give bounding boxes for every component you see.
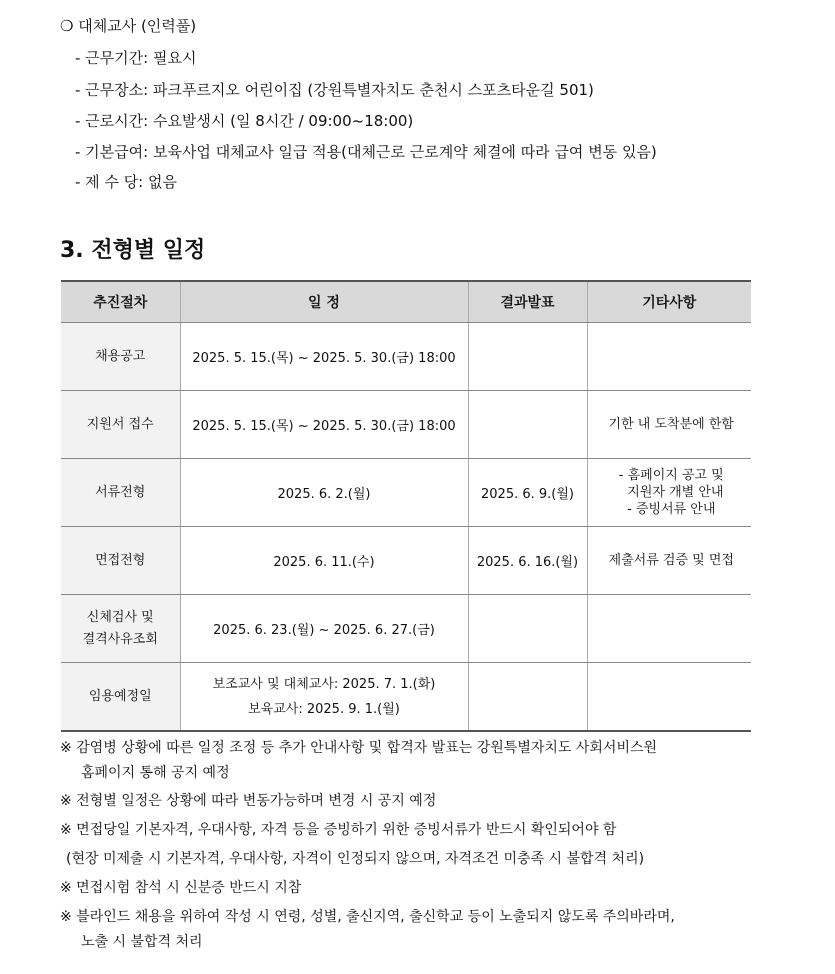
- note-documents-penalty: (현장 미제출 시 기본자격, 우대사항, 자격이 인정되지 않으며, 자격조건 미충족 시 불합격 처리): [66, 851, 645, 867]
- schedule-cell: 2025. 6. 2.(월): [180, 459, 468, 527]
- schedule-cell: 2025. 6. 11.(수): [180, 527, 468, 595]
- schedule-table: [61, 280, 751, 732]
- header-note: 기타사항: [587, 281, 751, 323]
- work-period-item: - 근무기간: 필요시: [75, 49, 197, 67]
- table-row: [61, 391, 751, 459]
- sub-section-heading: ❍ 대체교사 (인력풀): [60, 17, 197, 35]
- note-cell: 기한 내 도착분에 한함: [587, 391, 751, 459]
- stage-cell: 신체검사 및 결격사유조회: [61, 595, 180, 663]
- allowance-item: - 제 수 당: 없음: [75, 173, 177, 191]
- work-location-item: - 근무장소: 파크푸르지오 어린이집 (강원특별자치도 춘천시 스포츠타운길 501): [75, 81, 594, 99]
- note-cell: [587, 663, 751, 732]
- stage-cell: 채용공고: [61, 323, 180, 391]
- note-schedule-change: ※ 전형별 일정은 상황에 따라 변동가능하며 변경 시 공지 예정: [60, 793, 437, 809]
- header-stage: 추진절차: [61, 281, 180, 323]
- stage-cell: 면접전형: [61, 527, 180, 595]
- note-interview-documents: ※ 면접당일 기본자격, 우대사항, 자격 등을 증빙하기 위한 증빙서류가 반드시 확인되어야 함: [60, 822, 617, 838]
- note-announcement: ※ 감염병 상황에 따른 일정 조정 등 추가 안내사항 및 합격자 발표는 강원특별자치도 사회서비스원: [60, 740, 658, 756]
- stage-cell: 임용예정일: [61, 663, 180, 732]
- header-schedule: 일 정: [180, 281, 468, 323]
- section-title: 3. 전형별 일정: [60, 238, 206, 263]
- note-blind-recruitment-cont: 노출 시 불합격 처리: [81, 934, 203, 950]
- table-row: [61, 527, 751, 595]
- result-cell: 2025. 6. 16.(월): [468, 527, 587, 595]
- table-row: [61, 663, 751, 732]
- note-cell: [587, 323, 751, 391]
- stage-cell: 서류전형: [61, 459, 180, 527]
- result-cell: 2025. 6. 9.(월): [468, 459, 587, 527]
- note-cell: [587, 595, 751, 663]
- result-cell: [468, 323, 587, 391]
- note-cell: 제출서류 검증 및 면접: [587, 527, 751, 595]
- table-header-row: [61, 281, 751, 323]
- schedule-cell: 2025. 5. 15.(목) ~ 2025. 5. 30.(금) 18:00: [180, 391, 468, 459]
- note-cell: - 홈페이지 공고 및 지원자 개별 안내 - 증빙서류 안내: [587, 459, 751, 527]
- table-row: [61, 323, 751, 391]
- result-cell: [468, 595, 587, 663]
- work-hours-item: - 근로시간: 수요발생시 (일 8시간 / 09:00~18:00): [75, 112, 414, 130]
- stage-cell: 지원서 접수: [61, 391, 180, 459]
- result-cell: [468, 663, 587, 732]
- note-blind-recruitment: ※ 블라인드 채용을 위하여 작성 시 연령, 성별, 출신지역, 출신학교 등이 노출되지 않도록 주의바라며,: [60, 909, 675, 925]
- base-pay-item: - 기본급여: 보육사업 대체교사 일급 적용(대체근로 근로계약 체결에 따라 급여 변동 있음): [75, 143, 657, 161]
- schedule-cell: 2025. 5. 15.(목) ~ 2025. 5. 30.(금) 18:00: [180, 323, 468, 391]
- header-result: 결과발표: [468, 281, 587, 323]
- note-id-required: ※ 면접시험 참석 시 신분증 반드시 지참: [60, 880, 302, 896]
- schedule-cell: 2025. 6. 23.(월) ~ 2025. 6. 27.(금): [180, 595, 468, 663]
- note-announcement-cont: 홈페이지 통해 공지 예정: [81, 765, 230, 781]
- table-row: [61, 459, 751, 527]
- table-row: [61, 595, 751, 663]
- result-cell: [468, 391, 587, 459]
- schedule-cell: 보조교사 및 대체교사: 2025. 7. 1.(화) 보육교사: 2025. 9. 1.(월): [180, 663, 468, 732]
